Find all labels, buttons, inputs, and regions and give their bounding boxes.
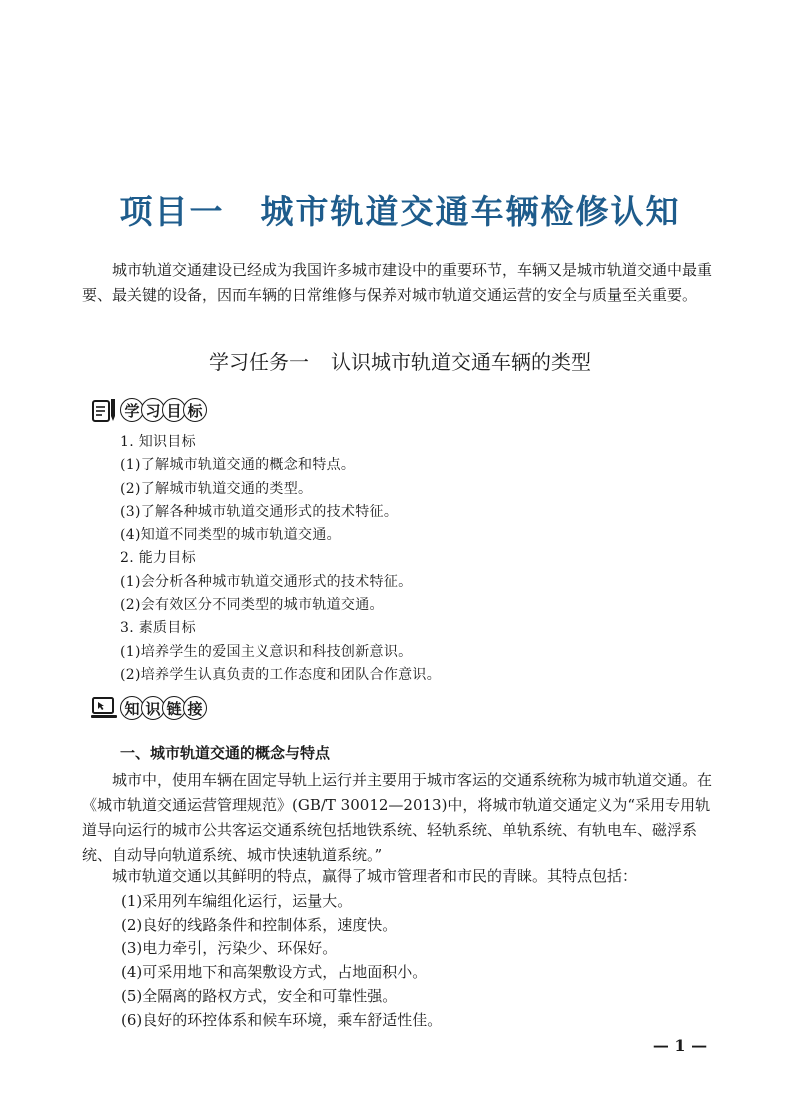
label-char: 链 [162, 696, 186, 720]
goal-item: (2)了解城市轨道交通的类型。 [120, 480, 313, 497]
goal-item: (4)知道不同类型的城市轨道交通。 [120, 527, 341, 544]
feature-item: (4)可采用地下和高架敷设方式，占地面积小。 [121, 963, 428, 982]
laptop-cursor-icon [90, 694, 118, 722]
task-number: 学习任务一 [209, 350, 309, 374]
section-heading: 一、城市轨道交通的概念与特点 [120, 744, 331, 762]
goal-item: (1)会分析各种城市轨道交通形式的技术特征。 [120, 573, 413, 590]
goal-item: (1)了解城市轨道交通的概念和特点。 [120, 457, 356, 474]
goal-heading: 3. 素质目标 [120, 620, 196, 637]
page-number: — 1 — [652, 1036, 708, 1055]
features-list [121, 890, 721, 1032]
label-char: 习 [141, 398, 165, 422]
goal-item: (2)培养学生认真负责的工作态度和团队合作意识。 [120, 666, 442, 683]
feature-item: (1)采用列车编组化运行，运量大。 [121, 892, 353, 910]
chapter-name: 城市轨道交通车辆检修认知 [260, 192, 681, 231]
feature-item: (5)全隔离的路权方式，安全和可靠性强。 [121, 986, 398, 1005]
feature-item: (2)良好的线路条件和控制体系，速度快。 [121, 915, 398, 934]
label-char: 接 [183, 696, 207, 720]
goal-heading: 2. 能力目标 [120, 550, 196, 567]
goal-item: (1)培养学生的爱国主义意识和科技创新意识。 [120, 643, 413, 660]
label-char: 知 [120, 696, 144, 720]
task-title [0, 346, 800, 375]
features-intro: 城市轨道交通以其鲜明的特点，赢得了城市管理者和市民的青睐。其特点包括： [112, 867, 638, 885]
notebook-pen-icon [90, 396, 118, 424]
intro-paragraph: 城市轨道交通建设已经成为我国许多城市建设中的重要环节，车辆又是城市轨道交通中最重要、最关键的设备，因而车辆的日常维修与保养对城市轨道交通运营的安全与质量至关重要。 [82, 261, 713, 304]
knowledge-link-label [120, 694, 207, 722]
learning-goals-header [90, 394, 207, 426]
goal-item: (2)会有效区分不同类型的城市轨道交通。 [120, 597, 384, 614]
label-char: 学 [120, 398, 144, 422]
label-char: 标 [183, 398, 207, 422]
chapter-number: 项目一 [119, 192, 225, 231]
learning-goals-label [120, 396, 207, 424]
label-char: 目 [162, 398, 186, 422]
task-name: 认识城市轨道交通车辆的类型 [331, 350, 591, 374]
feature-item: (6)良好的环控体系和候车环境，乘车舒适性佳。 [121, 1010, 443, 1029]
goal-heading: 1. 知识目标 [120, 434, 196, 450]
learning-goals-list [120, 431, 720, 687]
definition-paragraph: 城市中，使用车辆在固定导轨上运行并主要用于城市客运的交通系统称为城市轨道交通。在《城市轨道交通运营管理规范》(GB/T 30012—2013)中，将城市轨道交通定义为“采用专用轨道导向运行的城市公共客运交通系统包括地铁系统、轻轨系统、单轨系统、有轨电车、磁浮系统、自动导向轨道系统、城市快速轨道系统。” [82, 771, 713, 864]
label-char: 识 [141, 696, 165, 720]
chapter-title [0, 186, 800, 233]
knowledge-link-header [90, 692, 207, 724]
goal-item: (3)了解各种城市轨道交通形式的技术特征。 [120, 503, 399, 520]
feature-item: (3)电力牵引，污染少、环保好。 [121, 939, 338, 958]
